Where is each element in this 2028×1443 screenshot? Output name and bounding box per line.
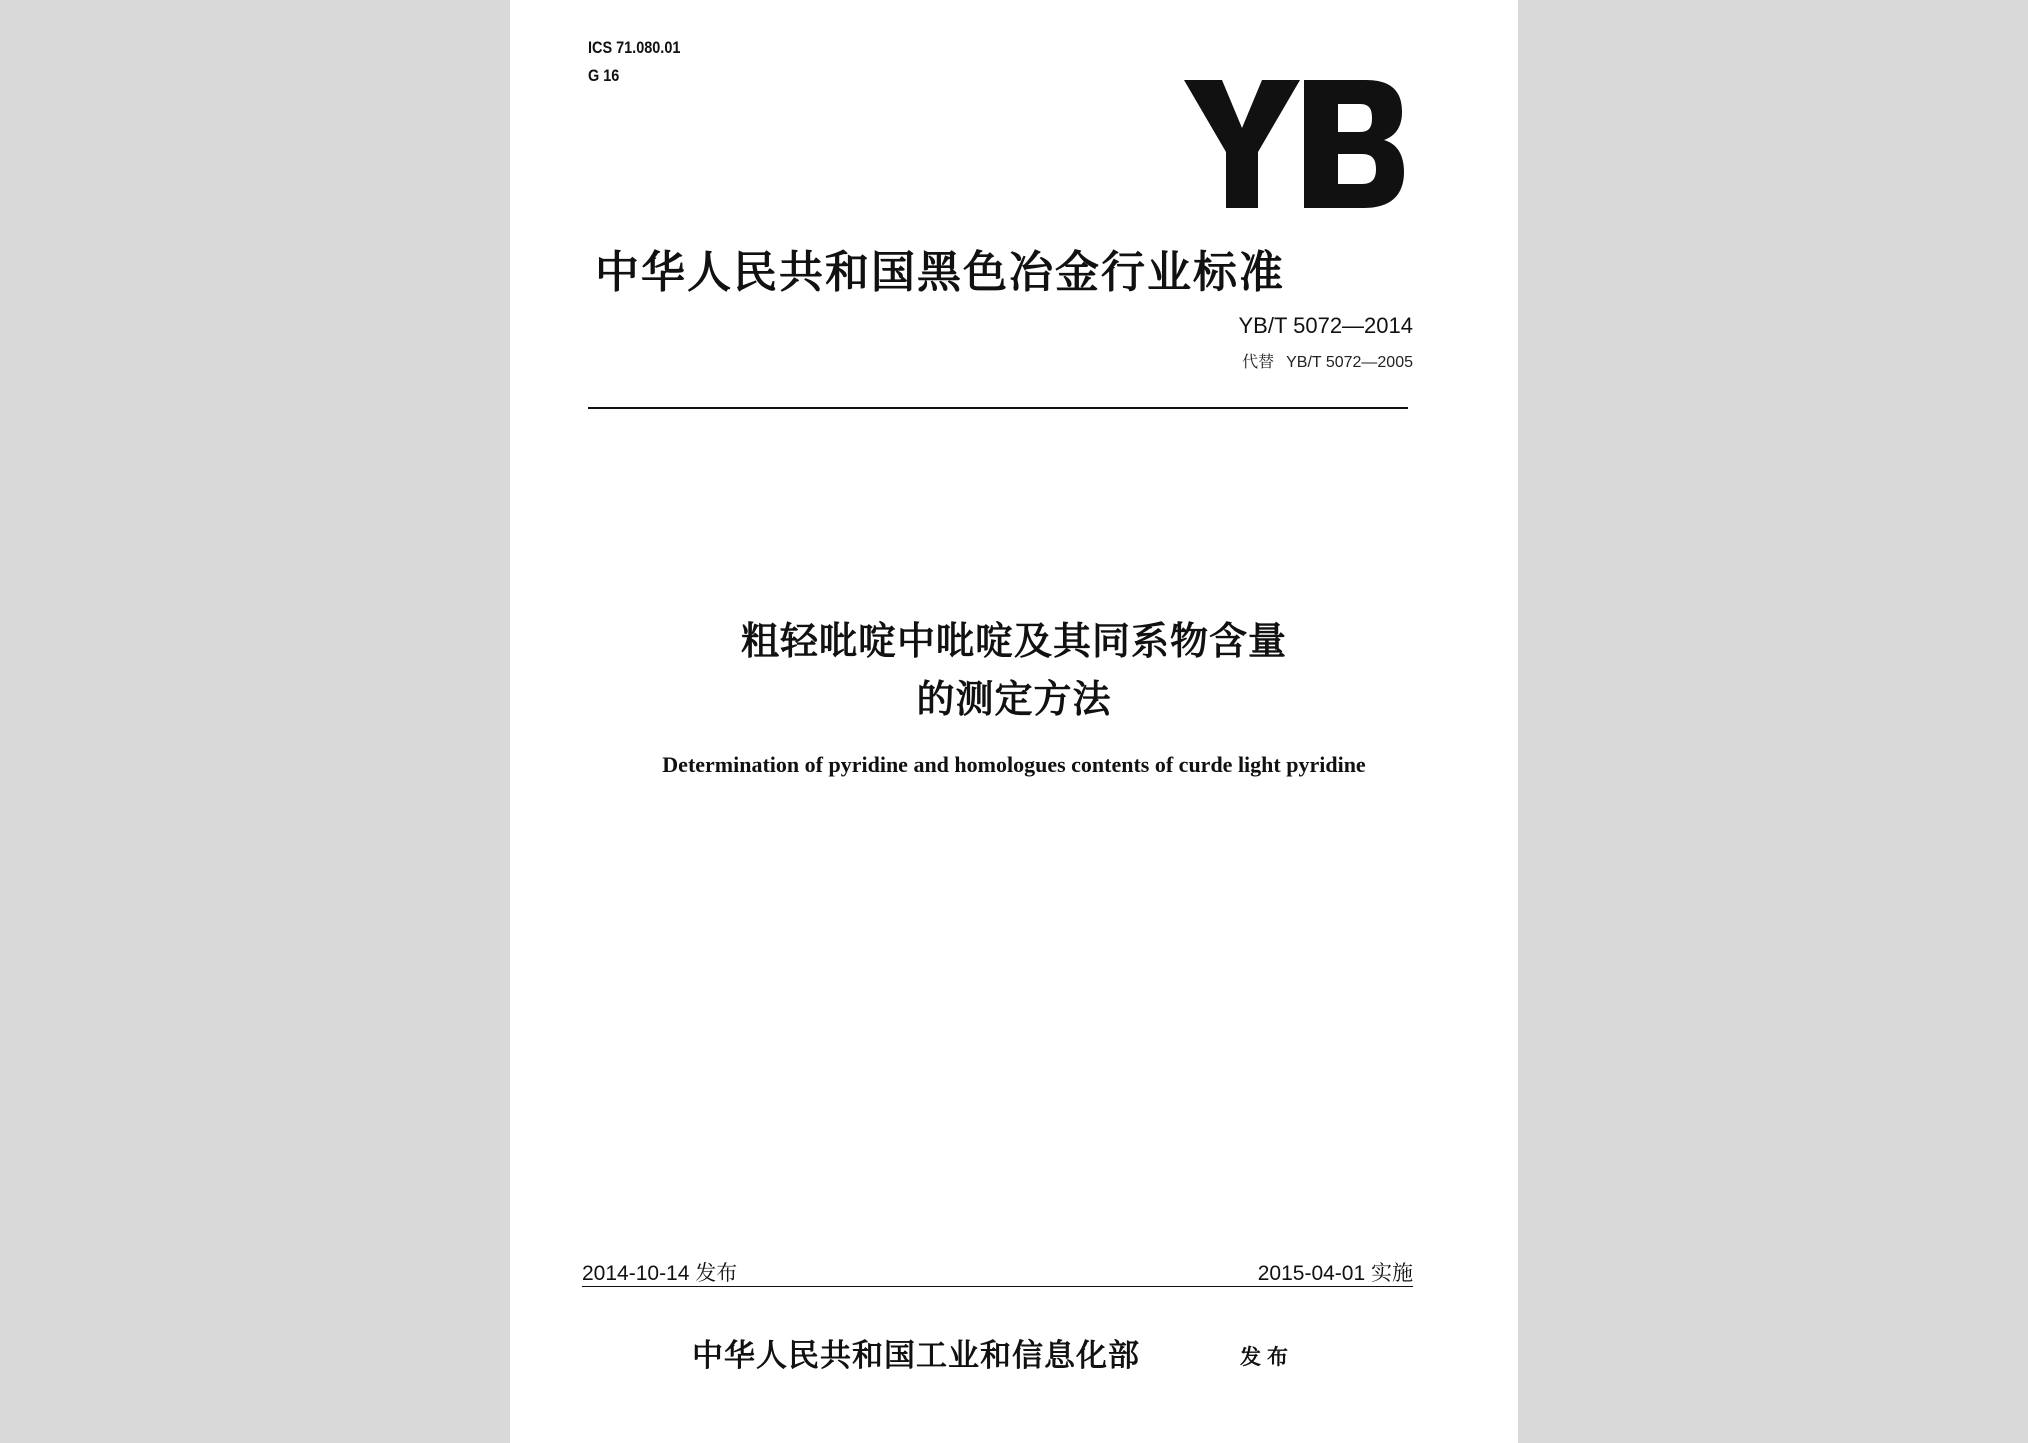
footer-divider <box>582 1286 1413 1287</box>
standard-number: YB/T 5072—2014 <box>1238 313 1413 338</box>
document-page <box>510 0 1518 1443</box>
yb-logo <box>1184 80 1404 210</box>
title-en: Determination of pyridine and homologues contents of curde light pyridine <box>662 752 1366 777</box>
replaces-label: 代替 <box>1242 354 1275 371</box>
ics-code: ICS 71.080.01 <box>588 38 681 57</box>
publish-label: 发布 <box>1240 1344 1294 1369</box>
title-cn-line1: 粗轻吡啶中吡啶及其同系物含量 <box>740 619 1287 663</box>
standard-organization: 中华人民共和国黑色冶金行业标准 <box>595 247 1285 298</box>
replaces-number: YB/T 5072—2005 <box>1286 354 1413 371</box>
issue-date: 2014-10-14 发布 <box>582 1262 738 1285</box>
implementation-date: 2015-04-01 实施 <box>1257 1262 1413 1285</box>
header-divider <box>588 407 1408 409</box>
replaces-line <box>1242 349 1413 372</box>
issuing-ministry: 中华人民共和国工业和信息化部 <box>692 1338 1140 1374</box>
title-cn-line2: 的测定方法 <box>916 677 1112 721</box>
classification-code: G 16 <box>588 66 620 85</box>
